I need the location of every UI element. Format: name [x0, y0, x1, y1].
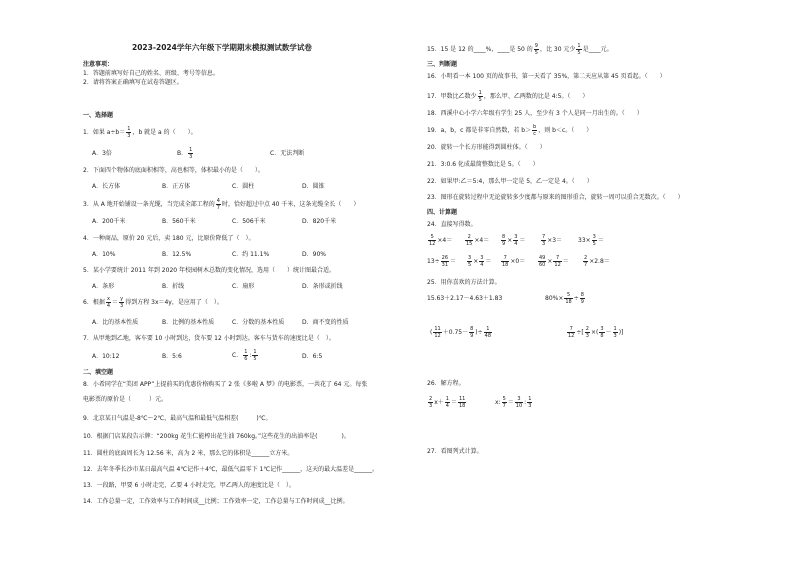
- notice-item: 1．答题前填写好自己的姓名、班级、考号等信息。: [83, 70, 219, 77]
- fraction: $\frac{4}{7}$: [216, 198, 220, 211]
- q5-option-c[interactable]: C．扇形: [232, 283, 255, 290]
- fraction: $\frac{49}{60}$: [539, 255, 546, 268]
- notice-heading: 注意事项：: [83, 61, 114, 68]
- fraction: $\frac{b}{c}$: [533, 124, 537, 137]
- fraction: $\frac{7}{12}$: [568, 326, 575, 339]
- fraction: $\frac{1}{6}$: [244, 349, 248, 362]
- q25-expr-2: 80%× $\frac{5}{18}$ ÷ $\frac{8}{9}$: [545, 292, 584, 305]
- q24-item: $\frac{8}{9}$ × $\frac{3}{4}$ ＝: [502, 234, 526, 247]
- q5-option-b[interactable]: B．折线: [162, 283, 185, 290]
- fraction: $\frac{2}{15}$: [466, 234, 473, 247]
- fraction: $\frac{8}{9}$: [470, 326, 474, 339]
- question-25: 25．用你喜欢的方法计算。: [427, 279, 501, 286]
- fraction: $\frac{2}{3}$: [429, 396, 433, 409]
- fraction: $\frac{y}{3}$: [120, 296, 124, 309]
- q24-item: 13÷ $\frac{26}{31}$ ＝: [427, 255, 457, 268]
- question-4: 4．一种商品，原价 20 元后，卖 180 元，比原价降低了（ ）。: [83, 235, 255, 242]
- question-2: 2．下面四个物体的底面积相等，高也相等，体积最小的是（ ）。: [83, 167, 264, 174]
- section-heading-judge: 三、判断题: [427, 61, 458, 68]
- question-26: 26．解方程。: [427, 380, 465, 387]
- q24-item: $\frac{5}{12}$ ×4＝: [429, 234, 453, 247]
- q4-option-b[interactable]: B．12.5%: [162, 251, 192, 258]
- fraction: $\frac{1}{3}$: [528, 396, 532, 409]
- fraction: $\frac{5}{12}$: [429, 234, 436, 247]
- q3-option-a[interactable]: A．200千米: [92, 218, 126, 225]
- fraction: $\frac{1}{3}$: [613, 326, 617, 339]
- q24-item: $\frac{2}{7}$ ×2.8＝: [584, 255, 610, 268]
- q4-option-c[interactable]: C．约 11.1%: [232, 251, 270, 258]
- question-11: 11．圆柱的底面周长为 12.56 米，高为 2 米，那么它的体积是______立方米。: [83, 450, 294, 457]
- q1-stem-end: ，b 就是 a 的（ ）。: [132, 129, 197, 136]
- fraction: $\frac{7}{18}$: [502, 255, 509, 268]
- question-17: 17．甲数比乙数少 $\frac{1}{5}$ ，那么甲、乙两数的比是 4:5。（ ）: [427, 90, 589, 103]
- question-22: 22．如果甲:乙＝5:4，那么甲一定是 5，乙一定是 4。（ ）: [427, 178, 593, 185]
- q7-option-d[interactable]: D．6:5: [302, 353, 323, 360]
- fraction: $\frac{11}{12}$: [434, 326, 441, 339]
- question-16: 16．小明看一本 100 页的故事书，第一天看了 35%，第二天应从第 45 页看起。（ ）: [427, 73, 666, 80]
- q24-item: $\frac{2}{15}$ ×4＝: [466, 234, 490, 247]
- q6-option-a[interactable]: A．比的基本性质: [92, 319, 139, 326]
- fraction: $\frac{7}{12}$: [554, 255, 561, 268]
- q6-option-c[interactable]: C．分数的基本性质: [232, 319, 285, 326]
- question-21: 21．3:0.6 化成最简整数比是 5。（ ）: [427, 161, 539, 168]
- notice-item: 2．请将答案正确填写在试卷答题区。: [83, 79, 183, 86]
- q25-expr-4: $\frac{7}{12}$ ÷[ $\frac{2}{3}$ ×( $\frac{3}{8}$ － $\frac{1}{3}$ )]: [568, 326, 624, 339]
- section-heading-choice: 一、选择题: [83, 112, 114, 119]
- q25-expr-1: 15.63＋2.17－4.63＋1.83: [427, 295, 503, 302]
- fraction: $\frac{3}{8}$: [600, 326, 604, 339]
- q24-item: 33× $\frac{3}{5}$ ＝: [578, 234, 604, 247]
- question-8-line2: 电影票的原价是（ ）元。: [83, 396, 168, 403]
- section-heading-calc: 四、计算题: [427, 209, 458, 216]
- q7-option-a[interactable]: A．10:12: [92, 353, 120, 360]
- fraction: $\frac{1}{5}$: [478, 90, 482, 103]
- question-23: 23．图形在旋转过程中无论旋转多少度都与原来的图形重合，旋转一周可以重合无数次。（ ）: [427, 194, 684, 201]
- q24-item: $\frac{7}{18}$ ×0＝: [502, 255, 526, 268]
- fraction: $\frac{5}{7}$: [502, 396, 506, 409]
- q1-fraction: $\frac{1}{3}$: [127, 126, 131, 139]
- fraction: $\frac{8}{9}$: [580, 292, 584, 305]
- fraction: $\frac{2}{7}$: [584, 255, 588, 268]
- q2-option-b[interactable]: B．正方体: [162, 183, 191, 190]
- fraction: $\frac{1}{5}$: [253, 349, 257, 362]
- fraction: $\frac{x}{4}$: [106, 296, 111, 309]
- fraction: $\frac{7}{3}$: [542, 234, 546, 247]
- question-1: [83, 126, 197, 139]
- q25-expr-3: ( $\frac{11}{12}$ ＋0.75－ $\frac{8}{9}$ )÷ $\frac{1}{48}$: [430, 326, 492, 339]
- q1-stem: 1．如果 a÷b＝: [83, 129, 126, 136]
- section-heading-fill: 二、填空题: [83, 369, 114, 376]
- question-7: 7．从甲地到乙地，客车要 10 小时到达，货车要 12 小时到达。客车与货车的速度比是（ ）。: [83, 335, 335, 342]
- fraction: $\frac{3}{5}$: [592, 234, 596, 247]
- question-18: 18．西溪中心小学六年级有学生 25 人，至少有 3 个人是同一月出生的。（ ）: [427, 110, 643, 117]
- fraction: $\frac{1}{3}$: [189, 147, 193, 160]
- q5-option-d[interactable]: D．条形或折线: [302, 283, 343, 290]
- fraction: $\frac{1}{48}$: [484, 326, 492, 339]
- q2-option-a[interactable]: A．长方体: [92, 183, 121, 190]
- question-20: 20．旋转一个长方形能得到圆柱体。（ ）: [427, 144, 546, 151]
- fraction: $\frac{3}{4}$: [514, 234, 518, 247]
- question-6: 6．根据 $\frac{x}{4}$ ＝ $\frac{y}{3}$ 得到方程 3x＝4y，是应用了（ ）。: [83, 296, 223, 309]
- q3-option-d[interactable]: D．820千米: [302, 218, 337, 225]
- q26-equation-2: x: $\frac{5}{7}$ ＝ $\frac{3}{10}$ : $\frac{1}{3}$: [495, 396, 532, 409]
- fraction: $\frac{8}{9}$: [502, 234, 506, 247]
- question-9: 9．北京某日气温是-8℃～2℃，最高气温和最低气温相差( )℃。: [83, 415, 272, 422]
- question-5: 5．某小学要统计 2011 年到 2020 年校园树木总数的变化情况，选用（ ）统计图最合适。: [83, 267, 335, 274]
- question-12: 12．去年冬季长沙市某日最高气温 4℃记作＋4℃，最低气温零下 1℃记作______，这天的最大温差是______。: [83, 466, 379, 473]
- question-3: 3．从 A 地开始铺设一条光缆，当完成全部工程的 $\frac{4}{7}$ 时，恰好超过中点 40 千米，这条光缆全长（ ）: [83, 198, 360, 211]
- fraction: $\frac{1}{5}$: [577, 43, 581, 56]
- question-10: 10．根据门店某段告示牌：“200kg 花生仁能榨出花生油 760kg。”这些花生的出油率是( )。: [83, 433, 350, 440]
- q1-option-b[interactable]: B． $\frac{1}{3}$: [177, 147, 193, 160]
- q6-option-d[interactable]: D．商不变的性质: [302, 319, 349, 326]
- q1-option-c[interactable]: C．无法判断: [270, 150, 305, 157]
- fraction: $\frac{3}{4}$: [480, 255, 484, 268]
- q5-option-a[interactable]: A．条形: [92, 283, 115, 290]
- question-14: 14．工作总量一定，工作效率与工作时间成__比例；工作效率一定，工作总量与工作时间成__比例。: [83, 498, 349, 505]
- fraction: $\frac{2}{3}$: [585, 326, 589, 339]
- q26-equation-1: $\frac{2}{3}$ x＋ $\frac{1}{4}$ ＝ $\frac{11}{18}$: [429, 396, 466, 409]
- question-27: 27．看图列式计算。: [427, 448, 483, 455]
- q3-option-c[interactable]: C．506千米: [232, 218, 266, 225]
- fraction: $\frac{3}{10}$: [515, 396, 523, 409]
- fraction: $\frac{26}{31}$: [441, 255, 449, 268]
- q7-option-c[interactable]: C． $\frac{1}{6}$ : $\frac{1}{5}$: [232, 349, 257, 362]
- question-24: 24．直接写得数。: [427, 221, 477, 228]
- question-8-line1: 8．小希同学在“美团 APP”上提前买的优惠价格购买了 2 张《多啦 A 梦》的电影票，一共花了 64 元。每张: [83, 381, 368, 388]
- q7-option-b[interactable]: B．5:6: [162, 353, 182, 360]
- question-13: 13．一段路，甲要 6 小时走完，乙要 4 小时走完，甲乙两人的速度比是（ ）。: [83, 482, 295, 489]
- q4-option-a[interactable]: A．10%: [92, 251, 116, 258]
- exam-title: 2023-2024学年六年级下学期期末模拟测试数学试卷: [132, 43, 312, 52]
- fraction: $\frac{11}{18}$: [458, 396, 466, 409]
- q24-item: $\frac{7}{3}$ ×3＝: [542, 234, 563, 247]
- fraction: $\frac{9}{5}$: [534, 43, 538, 56]
- q4-option-d[interactable]: D．90%: [302, 251, 326, 258]
- q1-option-a[interactable]: A．3倍: [92, 150, 112, 157]
- question-19: 19．a，b，c 都是非零自然数，若 b＞ $\frac{b}{c}$ ，则 b＜c。（ ）: [427, 124, 593, 137]
- q24-item: $\frac{49}{60}$ × $\frac{7}{12}$ ＝: [539, 255, 569, 268]
- fraction: $\frac{3}{5}$: [468, 255, 472, 268]
- q2-option-d[interactable]: D．圆锥: [302, 183, 325, 190]
- q6-option-b[interactable]: B．比例的基本性质: [162, 319, 215, 326]
- q2-option-c[interactable]: C．圆柱: [232, 183, 255, 190]
- q3-option-b[interactable]: B．560千米: [162, 218, 196, 225]
- fraction: $\frac{5}{18}$: [565, 292, 572, 305]
- q24-item: $\frac{3}{5}$ × $\frac{3}{4}$ ＝: [468, 255, 492, 268]
- fraction: $\frac{1}{4}$: [445, 396, 449, 409]
- question-15: 15．15 是 12 的____%，____是 50 的 $\frac{9}{5}$ ，比 30 元少 $\frac{1}{5}$ 是____元。: [427, 43, 613, 56]
